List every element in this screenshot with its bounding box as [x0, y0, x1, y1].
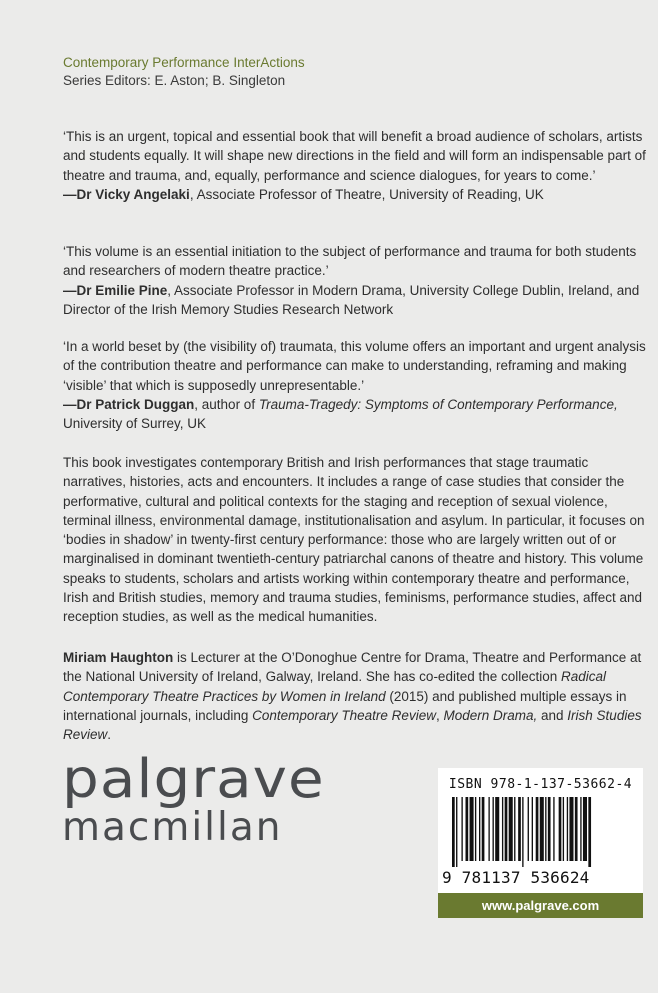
barcode-bar [536, 797, 539, 861]
separator: . [107, 727, 112, 743]
barcode-bar [470, 797, 474, 861]
website-banner[interactable]: www.palgrave.com [438, 893, 643, 918]
barcode-bar [575, 797, 578, 861]
barcode-bar [583, 797, 587, 861]
reviewer-university: University of Surrey, UK [63, 416, 207, 432]
review-quote-3 [63, 337, 648, 433]
barcode-panel [438, 768, 643, 894]
barcode-bar [493, 797, 494, 861]
barcode-digits: 9 781137 536624 [442, 868, 590, 887]
review-quote-1 [63, 127, 648, 204]
journal-title: Irish Studies Review [63, 707, 642, 743]
barcode-bar [580, 797, 581, 861]
publisher-logo [62, 747, 325, 850]
reviewer-affiliation: , author of [194, 396, 259, 412]
reviewer-work: Trauma-Tragedy: Symptoms of Contemporary Performance, [258, 396, 618, 412]
barcode-bar [495, 797, 499, 861]
quote-text: ‘In a world beset by (the visibility of) traumata, this volume offers an important and urgent analysis of the contribution theatre and performance can make to understanding, reframing and making ‘visible’ that which is supposedly unrepresentable.’ [63, 339, 646, 393]
quote-text: ‘This volume is an essential initiation to the subject of performance and trauma for both students and researchers of modern theatre practice.’ [63, 244, 637, 279]
author-book-title: Radical Contemporary Theatre Practices by Women in Ireland [63, 669, 607, 704]
barcode-bar [488, 797, 489, 861]
barcode-bar [461, 797, 462, 861]
barcode-bar [553, 797, 554, 861]
journal-title: Modern Drama, [443, 707, 538, 723]
author-bio-text: (2015) and published multiple essays in international journals, including [63, 688, 627, 723]
barcode-bar [456, 797, 457, 867]
quote-text: ‘This is an urgent, topical and essential book that will benefit a broad audience of scholars, artists and students equally. It will shape new directions in the field and will form an indispensable part of theatre and trauma, and, equally, performance and science dialogues, for years to come.’ [63, 129, 646, 183]
author-bio-text: is Lecturer at the O’Donoghue Centre for Drama, Theatre and Performance at the National University of Ireland, Galway, Ireland. She has co-edited the collection [63, 650, 642, 685]
barcode-bar [540, 797, 544, 861]
barcode-bar [505, 797, 508, 861]
barcode-bar [545, 797, 546, 861]
barcode-bar [509, 797, 513, 861]
author-name: Miriam Haughton [63, 650, 174, 665]
barcode-bar [475, 797, 476, 861]
reviewer-name: —Dr Emilie Pine [63, 282, 168, 298]
separator: and [537, 707, 568, 723]
series-header [63, 54, 305, 90]
author-bio [63, 648, 648, 744]
barcode-bar [567, 797, 568, 861]
book-description [63, 453, 648, 627]
barcode-bar [518, 797, 521, 861]
barcode-bar [514, 797, 515, 861]
barcode-bar [452, 797, 455, 867]
description-text: This book investigates contemporary British and Irish performances that stage traumatic narratives, histories, acts and encounters. It includes a range of case studies that consider the performative, cultural and political contexts for the staging and reception of sexual violence, terminal illness, environmental damage, institutionalisation and asylum. In particular, it focuses on ‘bodies in shadow’ in twenty-first century performance: those who are largely written out of or marginalised in dominant twentieth-century patriarchal canons of theatre and history. This volume speaks to students, scholars and artists working within contemporary theatre and performance, Irish and British studies, memory and trauma studies, feminisms, performance studies, affect and reception studies, as well as the medical humanities. [63, 455, 645, 625]
reviewer-name: —Dr Vicky Angelaki [63, 186, 190, 202]
barcode-bar [528, 797, 529, 861]
barcode-bar [479, 797, 480, 861]
barcode-bar [563, 797, 564, 861]
publisher-logo-line2: macmillan [62, 805, 283, 850]
journal-title: Contemporary Theatre Review [252, 707, 436, 723]
barcode-bar [548, 797, 551, 861]
barcode-bar [532, 797, 533, 861]
barcode-bar [482, 797, 485, 861]
reviewer-affiliation: , Associate Professor in Modern Drama, University College Dublin, Ireland, and Director of the Irish Memory Studies Research Network [63, 282, 640, 317]
barcode-bar [588, 797, 591, 867]
publisher-logo-line1: palgrave [62, 747, 325, 810]
barcode-icon [452, 797, 632, 867]
reviewer-name: —Dr Patrick Duggan [63, 396, 195, 412]
series-editors: Series Editors: E. Aston; B. Singleton [63, 73, 286, 88]
reviewer-affiliation: , Associate Professor of Theatre, University of Reading, UK [189, 186, 544, 202]
barcode-bar [559, 797, 562, 861]
series-title: Contemporary Performance InterActions [63, 55, 305, 70]
separator: , [435, 707, 444, 723]
barcode-bar [522, 797, 523, 867]
barcode-bar [569, 797, 573, 861]
isbn-label: ISBN 978-1-137-53662-4 [448, 777, 633, 792]
barcode-bar [466, 797, 469, 861]
barcode-bar [502, 797, 503, 861]
review-quote-2 [63, 242, 648, 319]
